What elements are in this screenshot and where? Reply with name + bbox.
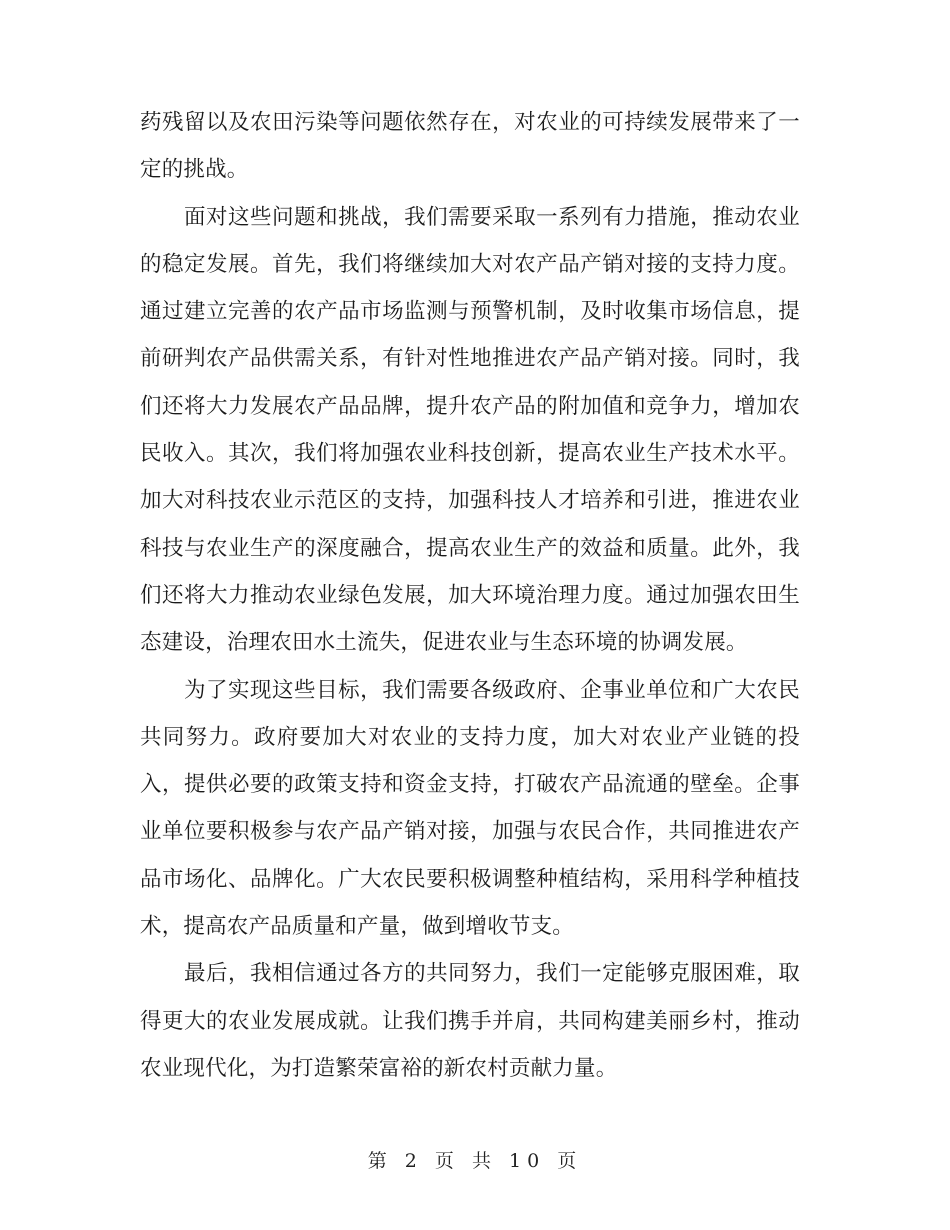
document-body: [140, 99, 800, 1092]
paragraph-measures: 面对这些问题和挑战，我们需要采取一系列有力措施，推动农业的稳定发展。首先，我们将继续加大对农产品产销对接的支持力度。通过建立完善的农产品市场监测与预警机制，及时收集市场信息，提前研判农产品供需关系，有针对性地推进农产品产销对接。同时，我们还将大力发展农产品品牌，提升农产品的附加值和竞争力，增加农民收入。其次，我们将加强农业科技创新，提高农业生产技术水平。加大对科技农业示范区的支持，加强科技人才培养和引进，推进农业科技与农业生产的深度融合，提高农业生产的效益和质量。此外，我们还将大力推动农业绿色发展，加大环境治理力度。通过加强农田生态建设，治理农田水土流失，促进农业与生态环境的协调发展。: [140, 204, 800, 656]
page-number-footer: 第 2 页 共 10 页: [367, 1150, 583, 1172]
paragraph-conclusion: 最后，我相信通过各方的共同努力，我们一定能够克服困难，取得更大的农业发展成就。让我们携手并肩，共同构建美丽乡村，推动农业现代化，为打造繁荣富裕的新农村贡献力量。: [140, 961, 800, 1081]
paragraph-continuation: 药残留以及农田污染等问题依然存在，对农业的可持续发展带来了一定的挑战。: [140, 110, 800, 183]
paragraph-joint-effort: 为了实现这些目标，我们需要各级政府、企事业单位和广大农民共同努力。政府要加大对农业的支持力度，加大对农业产业链的投入，提供必要的政策支持和资金支持，打破农产品流通的壁垒。企事业单位要积极参与农产品产销对接，加强与农民合作，共同推进农产品市场化、品牌化。广大农民要积极调整种植结构，采用科学种植技术，提高农产品质量和产量，做到增收节支。: [140, 677, 800, 940]
